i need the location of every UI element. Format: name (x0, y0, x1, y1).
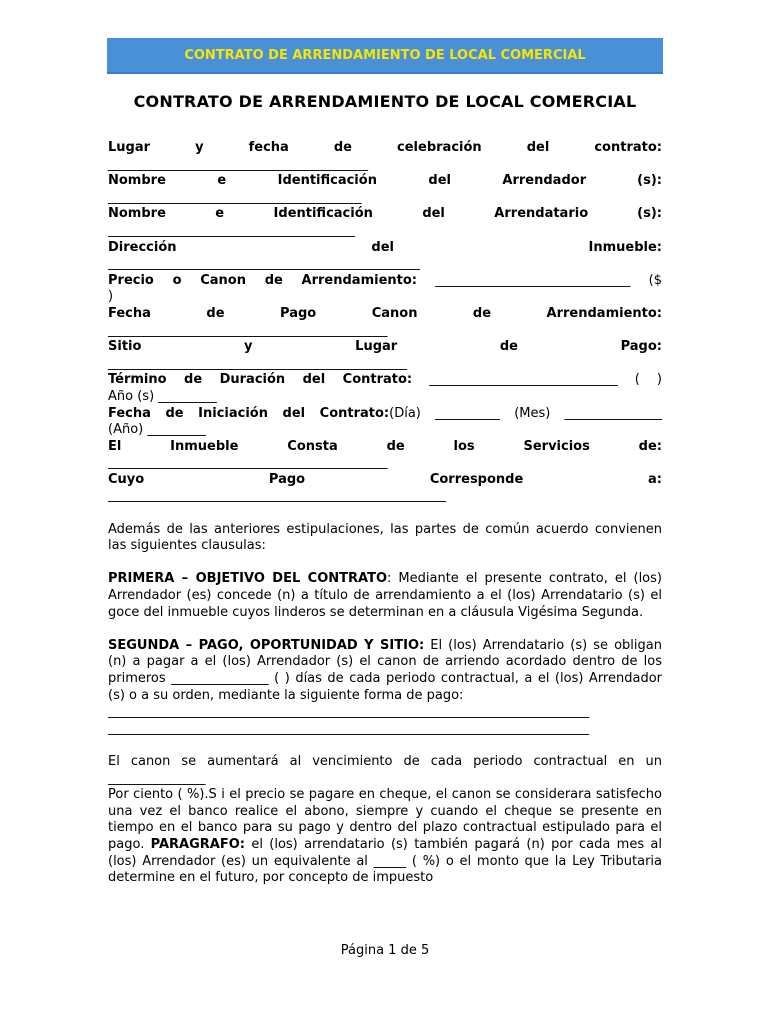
clause-primera-heading: PRIMERA – OBJETIVO DEL CONTRATO (108, 571, 387, 587)
field-nombre-arrendatario-blank: ______________________________________ (108, 222, 355, 238)
canon-blank: _______________ (108, 770, 206, 786)
field-cuyo-pago: Cuyo Pago Corresponde a: (108, 471, 662, 487)
document-body (108, 140, 662, 887)
canon-line: El canon se aumentará al vencimiento de cada periodo contractual en un (108, 753, 662, 769)
field-precio-close: ) (108, 289, 114, 305)
field-nombre-arrendador: Nombre e Identificación del Arrendador (s): (108, 173, 662, 189)
clause-segunda: SEGUNDA – PAGO, OPORTUNIDAD Y SITIO: El (los) Arrendatario (s) se obligan (n) a pagar a el (los) Arrendador (s) el canon de arriendo acordado dentro de los primeros _______________ ( ) días de cada periodo contractual, a el (los) Arrendador (s) o a su orden, mediante la siguiente forma de pago: (108, 637, 662, 703)
field-cuyo-pago-blank: ____________________________________________________ (108, 488, 446, 504)
document-title: CONTRATO DE ARRENDAMIENTO DE LOCAL COMERCIAL (133, 92, 637, 111)
canon-paragraph: Por ciento ( %).S i el precio se pagare en cheque, el canon se considerara satisfecho una vez el banco realice el abono, siempre y cuando el cheque se presente en tiempo en el banco para su pago y dentro del plazo contractual estipulado para el pago. PARAGRAFO: el (los) arrendatario (s) también pagará (n) por cada mes al (los) Arrendador (es) un equivalente al _____ ( %) o el monto que la Ley Tributaria determine en el futuro, por concepto de impuesto (108, 787, 662, 886)
field-direccion-blank: ________________________________________________ (108, 256, 420, 272)
field-nombre-arrendatario: Nombre e Identificación del Arrendatario (s): (108, 206, 662, 222)
clause-segunda-blank-2: __________________________________________________________________________ (108, 720, 589, 736)
field-precio: Precio o Canon de Arrendamiento: ______________________________ ($ (108, 272, 662, 288)
field-sitio-pago: Sitio y Lugar de Pago: (108, 339, 662, 355)
clause-segunda-heading: SEGUNDA – PAGO, OPORTUNIDAD Y SITIO: (108, 637, 425, 653)
field-fecha-pago-blank: ___________________________________________ (108, 322, 388, 338)
intro-paragraph: Además de las anteriores estipulaciones, las partes de común acuerdo convienen las siguientes clausulas: (108, 521, 662, 554)
field-fecha-inicio: Fecha de Iniciación del Contrato:(Día) __________ (Mes) _______________ (108, 405, 662, 421)
field-lugar-fecha: Lugar y fecha de celebración del contrato: (108, 140, 662, 155)
banner (107, 38, 663, 74)
field-lugar-fecha-blank: ________________________________________ (108, 156, 368, 172)
field-sitio-pago-blank: ______________________________________________ (108, 355, 407, 371)
banner-title: CONTRATO DE ARRENDAMIENTO DE LOCAL COMERCIAL (184, 47, 586, 63)
field-servicios: El Inmueble Consta de los Servicios de: (108, 438, 662, 454)
clause-primera: PRIMERA – OBJETIVO DEL CONTRATO: Mediante el presente contrato, el (los) Arrendador (es) concede (n) a título de arrendamiento a el (los) Arrendatario (s) el goce del inmueble cuyos linderos se determinan en a cláusula Vigésima Segunda. (108, 571, 662, 620)
field-fecha-pago: Fecha de Pago Canon de Arrendamiento: (108, 305, 662, 321)
field-fecha-inicio-ano: (Año) _________ (108, 422, 206, 438)
page-number: Página 1 de 5 (340, 943, 430, 958)
field-direccion: Dirección del Inmueble: (108, 239, 662, 255)
clause-segunda-blank-1: __________________________________________________________________________ (108, 704, 589, 720)
field-termino: Término de Duración del Contrato: _____________________________ ( ) (108, 372, 662, 388)
field-servicios-blank: ___________________________________________ (108, 455, 388, 471)
paragrafo-heading: PARAGRAFO: (150, 836, 245, 852)
field-nombre-arrendador-blank: _______________________________________ (108, 189, 362, 205)
field-termino-anos: Año (s) _________ (108, 388, 217, 404)
